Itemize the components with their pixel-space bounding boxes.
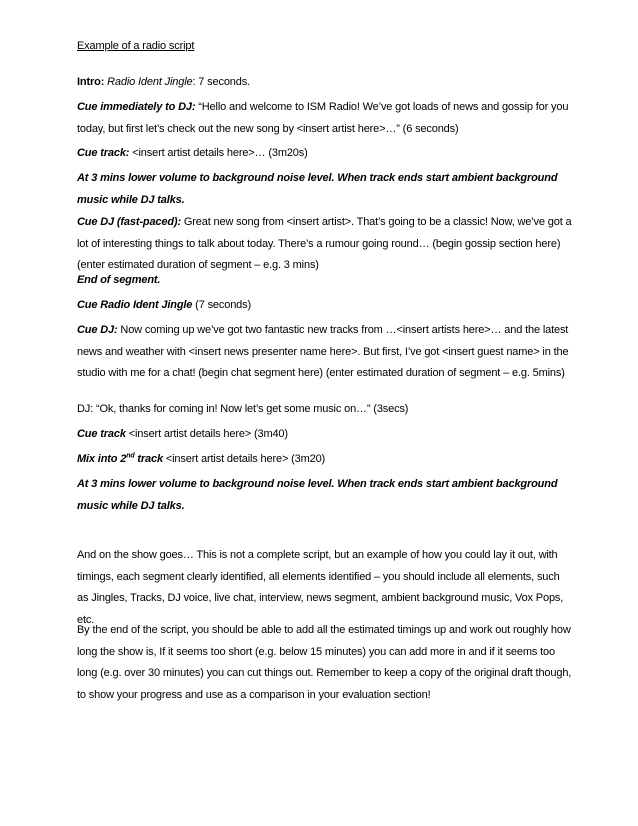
cue-dj-1-text: “Hello and welcome to ISM Radio! We’ve got loads of news and gossip for you today, but first let’s check out the new song by <insert artist here>…” (6 seconds)	[77, 101, 569, 135]
paragraph-2: By the end of the script, you should be able to add all the estimated timings up and work out roughly how long the show is, If it seems too short (e.g. below 15 minutes) you can add more in and if it seems too long (e.g. over 30 minutes) you can cut things out. Remember to keep a copy of the original draft though, to show your progress and use as a comparison in your evaluation section!	[77, 624, 572, 701]
instruction-1: At 3 mins lower volume to background noise level. When track ends start ambient background music while DJ talks.	[77, 172, 558, 206]
paragraph-1: And on the show goes… This is not a complete script, but an example of how you could lay it out, with timings, each segment clearly identified, all elements identified – you should include all elements, such as Jingles, Tracks, DJ voice, live chat, interview, news segment, ambient background music, Vox Pops, etc.	[77, 549, 564, 626]
cue-dj-3-label: Cue DJ:	[77, 324, 118, 336]
dj-line: DJ: “Ok, thanks for coming in! Now let’s get some music on…” (3secs)	[77, 403, 409, 415]
cue-dj-1	[77, 97, 572, 140]
cue-dj-2-text: Great new song from <insert artist>. That’s going to be a classic! Now, we’ve got a lot of interesting things to talk about today. There’s a rumour going round… (begin gossip section here) (enter estimated duration of segment – e.g. 3 mins)	[77, 216, 572, 271]
mix-track-label-a: Mix into 2	[77, 453, 127, 465]
cue-dj-3-text: Now coming up we’ve got two fantastic new tracks from …<insert artists here>… and the latest news and weather with <insert news presenter name here>. But first, I’ve got <insert guest name> in the studio with me for a chat! (begin chat segment here) (enter estimated duration of segment – e.g. 5mins)	[77, 324, 569, 379]
cue-dj-1-label: Cue immediately to DJ:	[77, 101, 196, 113]
cue-track-1-label: Cue track:	[77, 147, 130, 159]
cue-track-2-text: <insert artist details here> (3m40)	[125, 428, 288, 440]
doc-title: Example of a radio script	[77, 40, 195, 52]
cue-jingle	[77, 295, 572, 317]
instruction-2: At 3 mins lower volume to background noise level. When track ends start ambient background music while DJ talks.	[77, 478, 558, 512]
cue-track-2	[77, 424, 572, 446]
cue-dj-3	[77, 320, 572, 385]
cue-track-2-label: Cue track	[77, 428, 126, 440]
intro-duration: : 7 seconds.	[192, 76, 250, 88]
mix-track	[77, 449, 572, 471]
cue-track-1-text: <insert artist details here>… (3m20s)	[129, 147, 308, 159]
cue-dj-2-label: Cue DJ (fast-paced):	[77, 216, 181, 228]
cue-track-1	[77, 143, 572, 165]
end-of-segment: End of segment.	[77, 274, 161, 286]
cue-jingle-label: Cue Radio Ident Jingle	[77, 299, 193, 311]
mix-track-text: <insert artist details here> (3m20)	[162, 453, 326, 465]
cue-dj-2	[77, 212, 572, 277]
mix-track-sup: nd	[126, 452, 135, 460]
mix-track-label-b: track	[134, 453, 163, 465]
intro-label: Intro:	[77, 76, 105, 88]
cue-jingle-text: (7 seconds)	[192, 299, 252, 311]
intro-line	[77, 72, 572, 94]
intro-jingle: Radio Ident Jingle	[107, 76, 193, 88]
